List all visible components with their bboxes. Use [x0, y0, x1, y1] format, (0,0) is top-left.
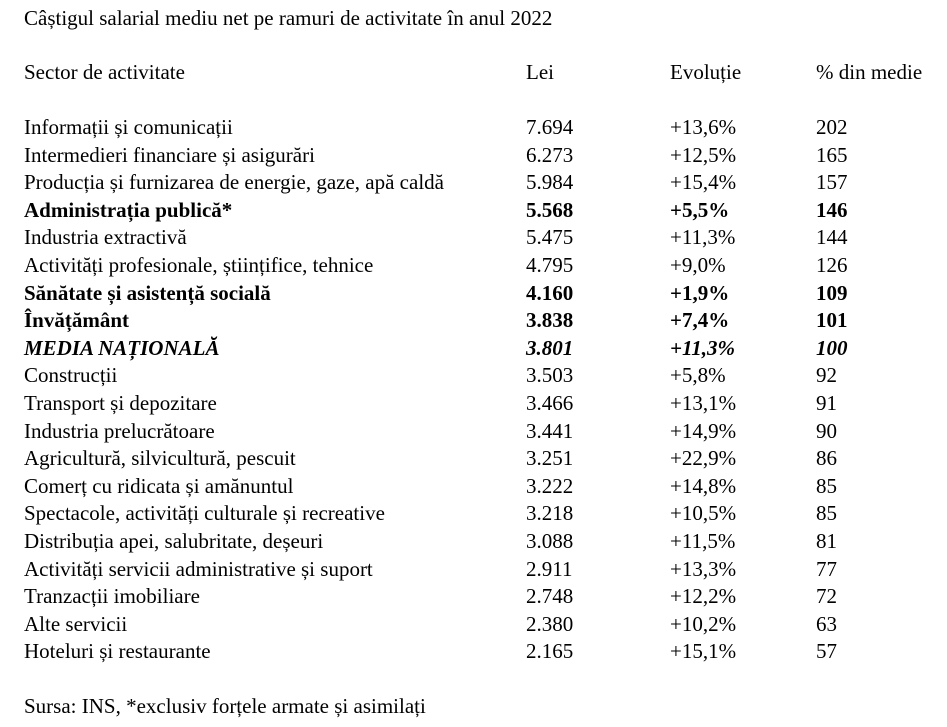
- cell-evolutie: +13,1%: [670, 390, 737, 415]
- source-note: Sursa: INS, *exclusiv forțele armate și asimilați: [24, 694, 426, 718]
- table-row: [24, 556, 944, 584]
- cell-lei: 2.165: [526, 639, 574, 664]
- table-row: [24, 142, 944, 170]
- table-row: [24, 114, 944, 142]
- cell-lei: 2.380: [526, 611, 574, 636]
- cell-procent: 100: [816, 335, 848, 360]
- table-row: [24, 583, 944, 611]
- cell-lei: 3.838: [526, 308, 574, 333]
- table-row: [24, 362, 944, 390]
- cell-procent: 144: [816, 225, 848, 250]
- table-row: [24, 390, 944, 418]
- table-row: [24, 224, 944, 252]
- cell-sector: Producția și furnizarea de energie, gaze, apă caldă: [24, 170, 444, 195]
- cell-sector: Tranzacții imobiliare: [24, 584, 200, 609]
- table-header: [24, 60, 944, 88]
- cell-lei: 5.984: [526, 170, 574, 195]
- cell-procent: 92: [816, 363, 837, 388]
- table-row: [24, 473, 944, 501]
- cell-evolutie: +10,5%: [670, 501, 737, 526]
- cell-evolutie: +15,1%: [670, 639, 737, 664]
- cell-evolutie: +12,2%: [670, 584, 737, 609]
- cell-sector: Administrația publică*: [24, 197, 233, 222]
- cell-sector: Informații și comunicații: [24, 115, 233, 139]
- table-row: [24, 197, 944, 225]
- cell-lei: 7.694: [526, 115, 574, 139]
- cell-sector: Distribuția apei, salubritate, deșeuri: [24, 528, 324, 553]
- cell-evolutie: +14,9%: [670, 418, 737, 443]
- table-row: [24, 335, 944, 363]
- table-row: [24, 611, 944, 639]
- cell-sector: Transport și depozitare: [24, 390, 217, 415]
- cell-sector: Construcții: [24, 363, 118, 388]
- cell-evolutie: +13,6%: [670, 115, 737, 139]
- cell-procent: 85: [816, 473, 837, 498]
- table-row: [24, 500, 944, 528]
- cell-sector: Comerț cu ridicata și amănuntul: [24, 473, 294, 498]
- cell-lei: 3.222: [526, 473, 574, 498]
- table-row: [24, 169, 944, 197]
- cell-evolutie: +11,3%: [670, 225, 736, 250]
- cell-procent: 126: [816, 252, 848, 277]
- header-lei: Lei: [526, 60, 554, 84]
- document-title: Câștigul salarial mediu net pe ramuri de activitate în anul 2022: [24, 6, 553, 30]
- cell-sector: Învățământ: [24, 308, 130, 333]
- cell-evolutie: +11,5%: [670, 528, 736, 553]
- cell-evolutie: +22,9%: [670, 446, 737, 471]
- cell-procent: 77: [816, 556, 837, 581]
- table-row: [24, 280, 944, 308]
- cell-evolutie: +11,3%: [670, 335, 736, 360]
- cell-lei: 3.466: [526, 390, 574, 415]
- cell-sector: Industria prelucrătoare: [24, 418, 215, 443]
- cell-procent: 165: [816, 142, 848, 167]
- cell-evolutie: +7,4%: [670, 308, 730, 333]
- cell-procent: 91: [816, 390, 837, 415]
- cell-procent: 85: [816, 501, 837, 526]
- cell-lei: 3.441: [526, 418, 574, 443]
- cell-procent: 63: [816, 611, 837, 636]
- cell-evolutie: +5,8%: [670, 363, 726, 388]
- cell-lei: 3.218: [526, 501, 574, 526]
- cell-procent: 86: [816, 446, 837, 471]
- cell-procent: 57: [816, 639, 837, 664]
- cell-lei: 3.088: [526, 528, 574, 553]
- cell-lei: 5.568: [526, 197, 574, 222]
- cell-lei: 3.503: [526, 363, 574, 388]
- cell-lei: 2.911: [526, 556, 573, 581]
- cell-sector: Sănătate și asistență socială: [24, 280, 271, 305]
- cell-sector: Activități profesionale, științifice, tehnice: [24, 252, 374, 277]
- cell-evolutie: +9,0%: [670, 252, 726, 277]
- cell-procent: 146: [816, 197, 848, 222]
- table-row: [24, 418, 944, 446]
- header-evolutie: Evoluție: [670, 60, 742, 84]
- cell-evolutie: +1,9%: [670, 280, 730, 305]
- table-row: [24, 252, 944, 280]
- cell-lei: 6.273: [526, 142, 574, 167]
- header-procent: % din medie: [816, 60, 923, 84]
- cell-procent: 90: [816, 418, 837, 443]
- cell-procent: 202: [816, 115, 848, 139]
- cell-sector: MEDIA NAȚIONALĂ: [24, 335, 220, 360]
- cell-evolutie: +12,5%: [670, 142, 737, 167]
- table-row: [24, 638, 944, 666]
- cell-lei: 4.795: [526, 252, 574, 277]
- cell-sector: Intermedieri financiare și asigurări: [24, 142, 315, 167]
- table-row: [24, 528, 944, 556]
- cell-evolutie: +14,8%: [670, 473, 737, 498]
- cell-sector: Alte servicii: [24, 611, 128, 636]
- header-sector: Sector de activitate: [24, 60, 185, 84]
- cell-lei: 3.801: [526, 335, 574, 360]
- cell-procent: 81: [816, 528, 837, 553]
- cell-procent: 101: [816, 308, 848, 333]
- table-row: [24, 445, 944, 473]
- cell-sector: Activități servicii administrative și suport: [24, 556, 373, 581]
- cell-evolutie: +15,4%: [670, 170, 737, 195]
- cell-sector: Hoteluri și restaurante: [24, 639, 211, 664]
- table-body: [24, 114, 944, 666]
- cell-lei: 3.251: [526, 446, 574, 471]
- table-row: [24, 307, 944, 335]
- cell-lei: 4.160: [526, 280, 574, 305]
- cell-lei: 5.475: [526, 225, 574, 250]
- cell-sector: Spectacole, activități culturale și recreative: [24, 501, 385, 526]
- cell-evolutie: +5,5%: [670, 197, 730, 222]
- cell-sector: Agricultură, silvicultură, pescuit: [24, 446, 296, 471]
- cell-lei: 2.748: [526, 584, 574, 609]
- cell-evolutie: +10,2%: [670, 611, 737, 636]
- cell-evolutie: +13,3%: [670, 556, 737, 581]
- cell-procent: 109: [816, 280, 848, 305]
- cell-procent: 72: [816, 584, 837, 609]
- cell-sector: Industria extractivă: [24, 225, 187, 250]
- cell-procent: 157: [816, 170, 848, 195]
